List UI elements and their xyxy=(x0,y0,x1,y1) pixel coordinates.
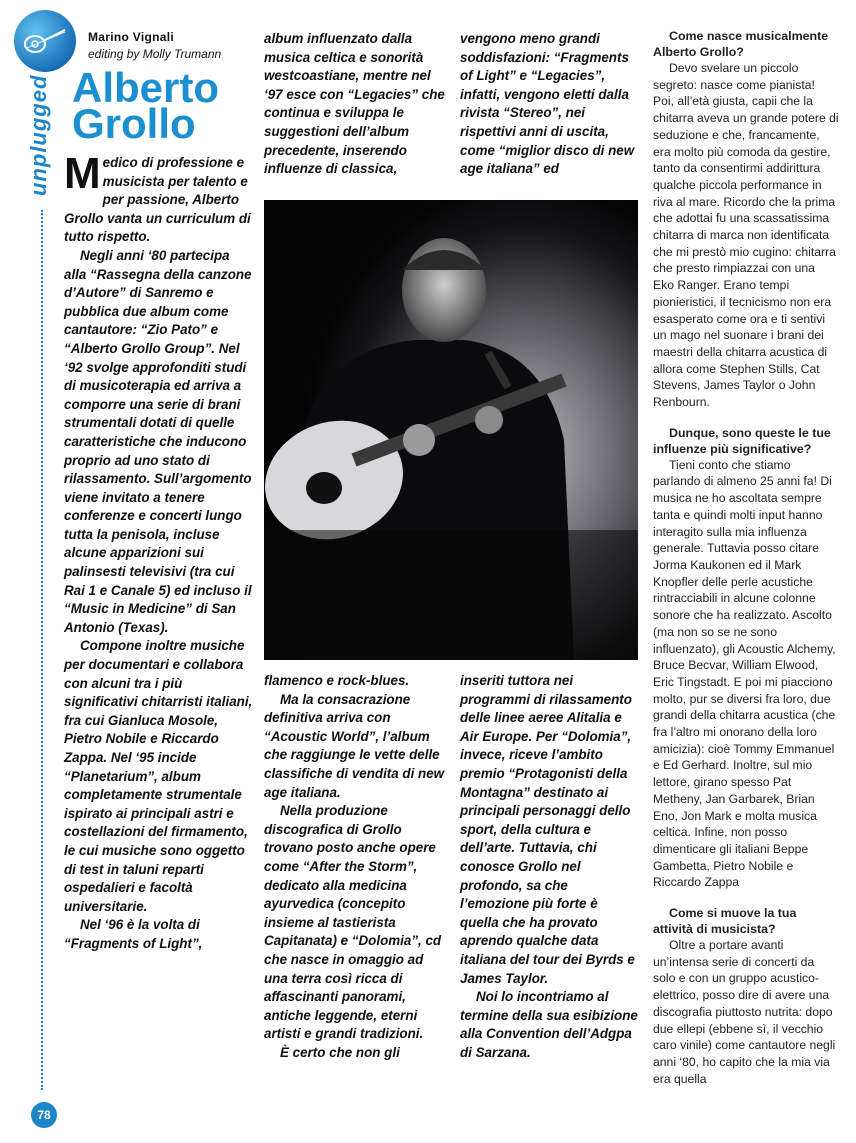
interview-answer: Devo svelare un piccolo segreto: nasce come pianista! Poi, all’età giusta, capii che la chitarra aveva un grande potere di seduzione e che, francamente, era molto più comoda da gestire, tanto da consentirmi addirittura qualche piccola performance in riva al mare. Ricordo che la prima che adottai fu una scassatissima chitarra di marca non identificata che mi prestò mio cugino: chitarra che presto rimpiazzai con una Eko Ranger. Erano tempi pionieristici, il tecnicismo non era esasperato come ora e ti sentivi un mago nel suonare i brani dei maestri della chitarra acustica di allora come Stephen Stills, Cat Stevens, James Taylor o John Renbourn. xyxy=(653,61,839,410)
interview-answer: Oltre a portare avanti un’intensa serie di concerti da solo e con un gruppo acustico-elettrico, posso dire di avere una discografia piuttosto nutrita: dopo due ellepi (ebbene sì, il vecchio caro vinile) come cantautore negli anni ‘80, ho capito che la mia via era quella xyxy=(653,938,836,1086)
column-2-top xyxy=(264,30,450,179)
section-label: unplugged xyxy=(26,74,51,196)
page-number: 78 xyxy=(31,1102,57,1128)
paragraph: inseriti tuttora nei programmi di rilassamento delle linee aeree Alitalia e Air Europe. Per “Dolomia”, invece, riceve l’ambito premio “Protagonisti della Montagna” destinato ai principali personaggi dello sport, della cultura e dell’arte. Tuttavia, chi conosce Grollo nel profondo, sa che l’emozione più forte è quella che ha provato aprendo qualche data italiana del tour dei Byrds e James Taylor. xyxy=(460,673,635,986)
guitarist-image xyxy=(264,200,638,660)
guitar-icon xyxy=(21,26,69,56)
drop-cap: M xyxy=(64,149,101,198)
section-logo xyxy=(14,10,76,72)
paragraph: vengono meno grandi soddisfazioni: “Fragments of Light” e “Legacies”, infatti, vengono eletti dalla rivista “Stereo”, nei rispettivi anni di uscita, come “miglior disco di new age italiana” ed xyxy=(460,31,635,177)
interview-answer: Tieni conto che stiamo parlando di almeno 25 anni fa! Di musica ne ho ascoltata sempre tanta e quindi molti input hanno interagito sulla mia influenza generale. Tuttavia posso citare Jorma Kaukonen ed il Mark Knopfler delle perle acustiche rintracciabili in alcune colonne sonore che ha realizzato. Ascolto (ma non so se ne sono influenzato), gli Acoustic Alchemy, Bruce Becvar, William Elwood, Eric Tingstadt. E poi mi piacciono molto, pur se diversi fra loro, due grandi della chitarra acustica (che fra l’altro mi onorano della loro amicizia): cioè Tommy Emmanuel e Ed Gerhard. Inoltre, sul mio lettore, girano spesso Pat Metheny, Jan Garbarek, Brian Eno, Jon Mark e molta musica celtica. Infine, non posso dimenticare gli italiani Beppe Gambetta, Pietro Nobile e Riccardo Zappa xyxy=(653,457,836,890)
intro-paragraph: Medico di professione e musicista per talento e per passione, Alberto Grollo vanta un curriculum di tutto rispetto. xyxy=(64,149,251,245)
paragraph: album influenzato dalla musica celtica e sonorità westcoastiane, mentre nel ‘97 esce con “Legacies” che continua e sviluppa le suggestioni dell’album precedente, inserendo influenze di classica, xyxy=(264,31,445,177)
editor-credit: editing by Molly Trumann xyxy=(88,47,222,61)
paragraph: Noi lo incontriamo al termine della sua esibizione alla Convention dell’Adgpa di Sarzana. xyxy=(460,989,638,1060)
column-1 xyxy=(64,149,254,954)
paragraph: Compone inoltre musiche per documentari e collabora con alcuni tra i più significativi chitarristi italiani, fra cui Gianluca Mosole, Pietro Nobile e Riccardo Zappa. Nel ‘95 incide “Planetarium”, album completamente strumentale ispirato ai principali astri e costellazioni del firmamento, le cui musiche sono oggetto di test in taluni reparti ospedalieri e facoltà universitarie. xyxy=(64,638,253,914)
column-2-bottom xyxy=(264,672,450,1062)
interview-question: Come nasce musicalmente Alberto Grollo? xyxy=(653,29,829,59)
column-3-top xyxy=(460,30,640,179)
author-name: Marino Vignali xyxy=(88,30,174,44)
dotted-divider xyxy=(41,210,43,1090)
paragraph: Nel ‘96 è la volta di “Fragments of Light”, xyxy=(64,917,203,951)
column-3-bottom xyxy=(460,672,640,1062)
paragraph: flamenco e rock-blues. xyxy=(264,673,410,688)
concert-photo xyxy=(264,200,638,660)
paragraph: Nella produzione discografica di Grollo trovano posto anche opere come “After the Storm”, dedicato alla medicina ayurvedica (concepito insieme al tastierista Capitanata) e “Dolomia”, cd che nasce in omaggio ad una terra così ricca di affascinanti panorami, antiche leggende, eterni artisti e grandi tradizioni. xyxy=(264,803,442,1042)
title-line-2: Grollo xyxy=(72,100,196,147)
interview-question: Dunque, sono queste le tue influenze più significative? xyxy=(653,425,831,456)
paragraph: È certo che non gli xyxy=(280,1044,400,1060)
title-line-1: Alberto xyxy=(72,64,219,111)
paragraph: Ma la consacrazione definitiva arriva con “Acoustic World”, l’album che raggiunge le vette delle classifiche di vendita di new age italiana. xyxy=(264,691,445,800)
paragraph: Negli anni ‘80 partecipa alla “Rassegna della canzone d’Autore” di Sanremo e pubblica due album come cantautore: “Zio Pato” e “Alberto Grollo Group”. Nel ‘92 svolge approfonditi studi di musicoterapia ed arriva a comporre una serie di brani strumentali dotati di quelle caratteristiche che inducono proprio ad uno stato di rilassamento. Sull’argomento viene invitato a tenere conferenze e concerti lungo tutta la penisola, incluse alcune apparizioni sui palinsesti televisivi (tra cui Rai 1 e Canale 5) ed incluso il “Music in Medicine” di San Antonio (Texas). xyxy=(64,247,252,635)
article-title xyxy=(72,64,219,147)
interview-question: Come si muove la tua attività di musicista? xyxy=(653,906,797,937)
interview-column xyxy=(653,28,839,1087)
